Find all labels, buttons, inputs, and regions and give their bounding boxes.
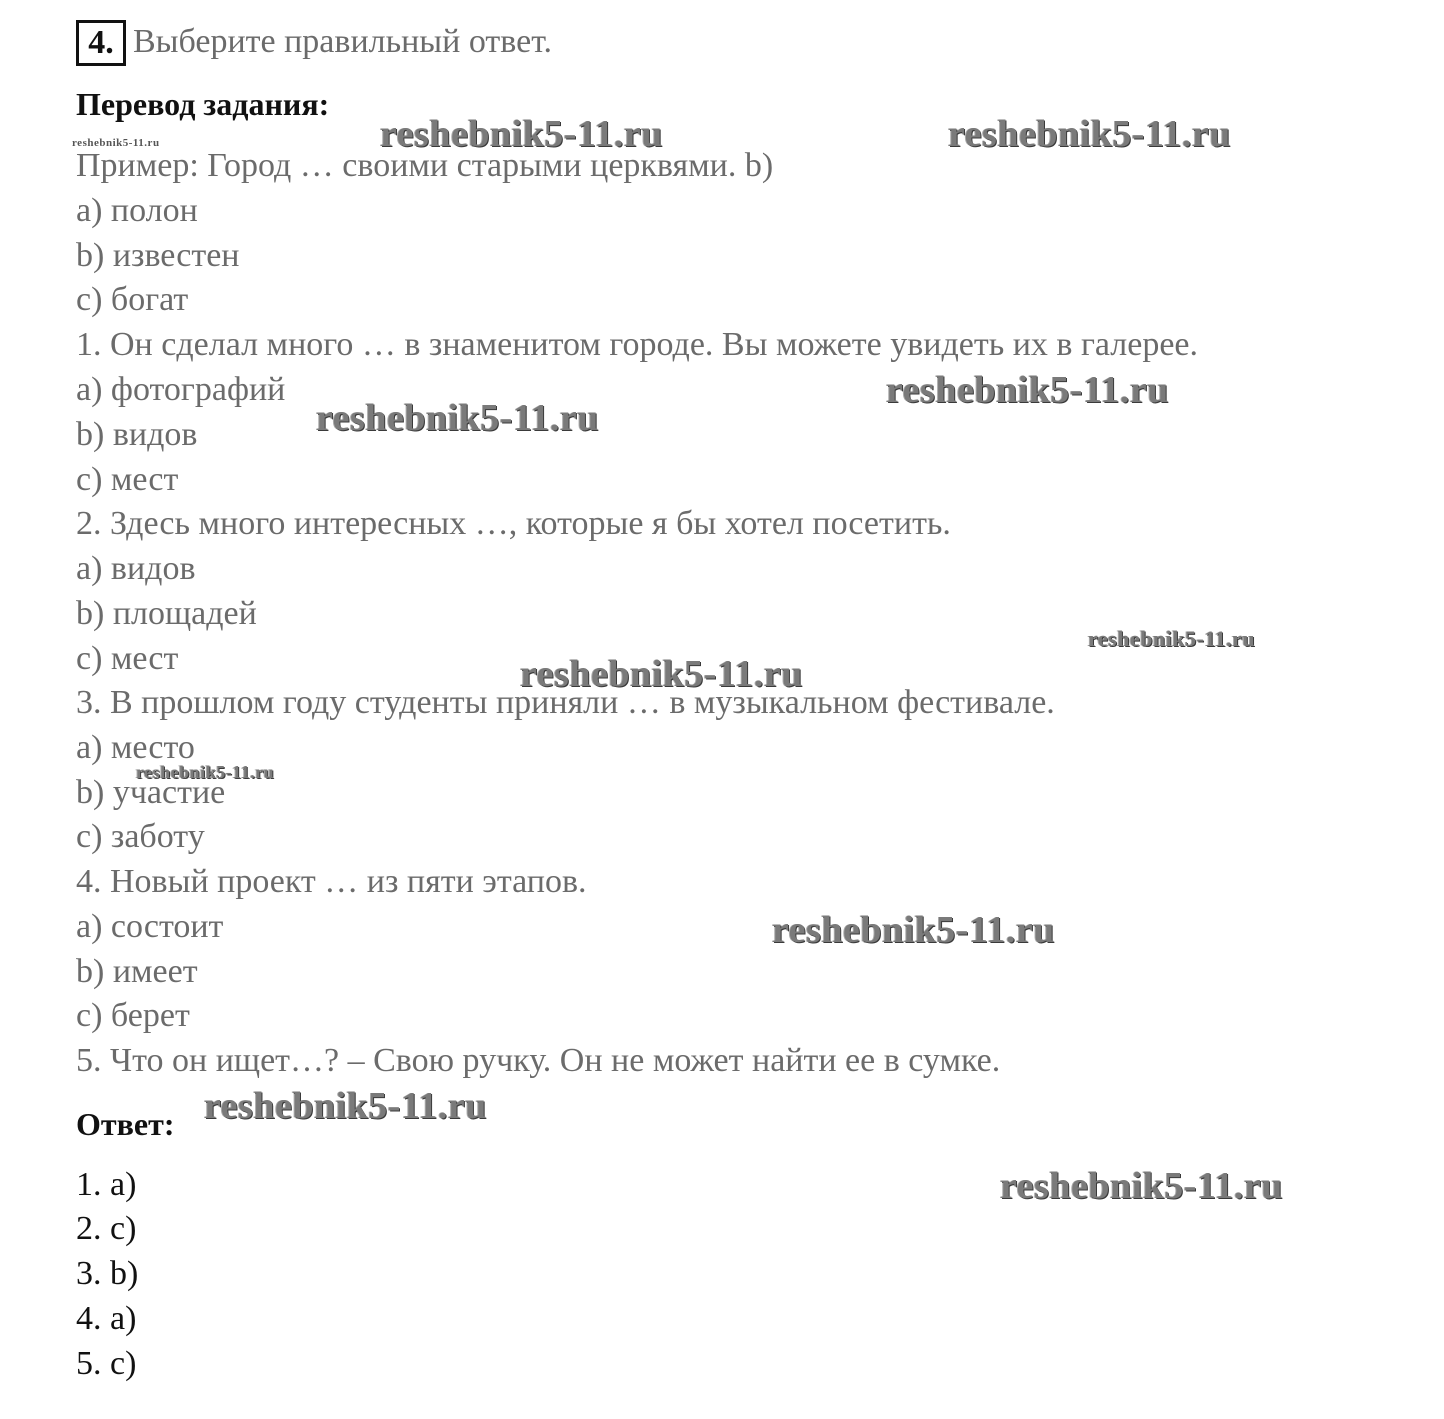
translation-line: c) мест [76, 640, 179, 677]
answer-item: 3. b) [76, 1255, 139, 1292]
watermark: reshebnik5-11.ru [316, 397, 599, 439]
watermark: reshebnik5-11.ru [1000, 1165, 1283, 1207]
translation-heading: Перевод задания: [76, 86, 330, 122]
translation-line: a) состоит [76, 908, 224, 945]
watermark: reshebnik5-11.ru [1088, 626, 1256, 651]
translation-line: b) известен [76, 237, 240, 274]
translation-line: c) богат [76, 281, 189, 318]
watermark: reshebnik5-11.ru [136, 762, 275, 782]
translation-line: b) участие [76, 774, 226, 811]
task-title: Выберите правильный ответ. [133, 23, 553, 60]
watermark: reshebnik5-11.ru [948, 113, 1231, 155]
answer-item: 1. a) [76, 1166, 137, 1203]
translation-line: 1. Он сделал много … в знаменитом городе. Вы можете увидеть их в галерее. [76, 326, 1199, 363]
answer-item: 4. a) [76, 1300, 137, 1337]
translation-line: a) место [76, 729, 195, 766]
translation-line: b) площадей [76, 595, 257, 632]
answer-item: 5. c) [76, 1345, 137, 1382]
translation-line: a) фотографий [76, 371, 286, 408]
answer-item: 2. c) [76, 1210, 137, 1247]
translation-line: 4. Новый проект … из пяти этапов. [76, 863, 587, 900]
answer-heading: Ответ: [76, 1106, 175, 1142]
watermark: reshebnik5-11.ru [886, 369, 1169, 411]
translation-line: c) берет [76, 997, 190, 1034]
translation-line: c) мест [76, 461, 179, 498]
watermark: reshebnik5-11.ru [204, 1085, 487, 1127]
watermark: reshebnik5-11.ru [772, 909, 1055, 951]
translation-line: b) имеет [76, 953, 198, 990]
task-number-box: 4. [76, 20, 126, 66]
translation-line: 2. Здесь много интересных …, которые я бы хотел посетить. [76, 505, 951, 542]
translation-line: a) полон [76, 192, 198, 229]
translation-line: 5. Что он ищет…? – Свою ручку. Он не может найти ее в сумке. [76, 1042, 1001, 1079]
translation-line: 3. В прошлом году студенты приняли … в музыкальном фестивале. [76, 684, 1055, 721]
translation-line: b) видов [76, 416, 198, 453]
translation-line: c) заботу [76, 818, 205, 855]
translation-line: a) видов [76, 550, 196, 587]
translation-line: Пример: Город … своими старыми церквями. b) [76, 147, 774, 184]
watermark: reshebnik5-11.ru [72, 137, 160, 149]
watermark: reshebnik5-11.ru [520, 653, 803, 695]
watermark: reshebnik5-11.ru [380, 113, 663, 155]
